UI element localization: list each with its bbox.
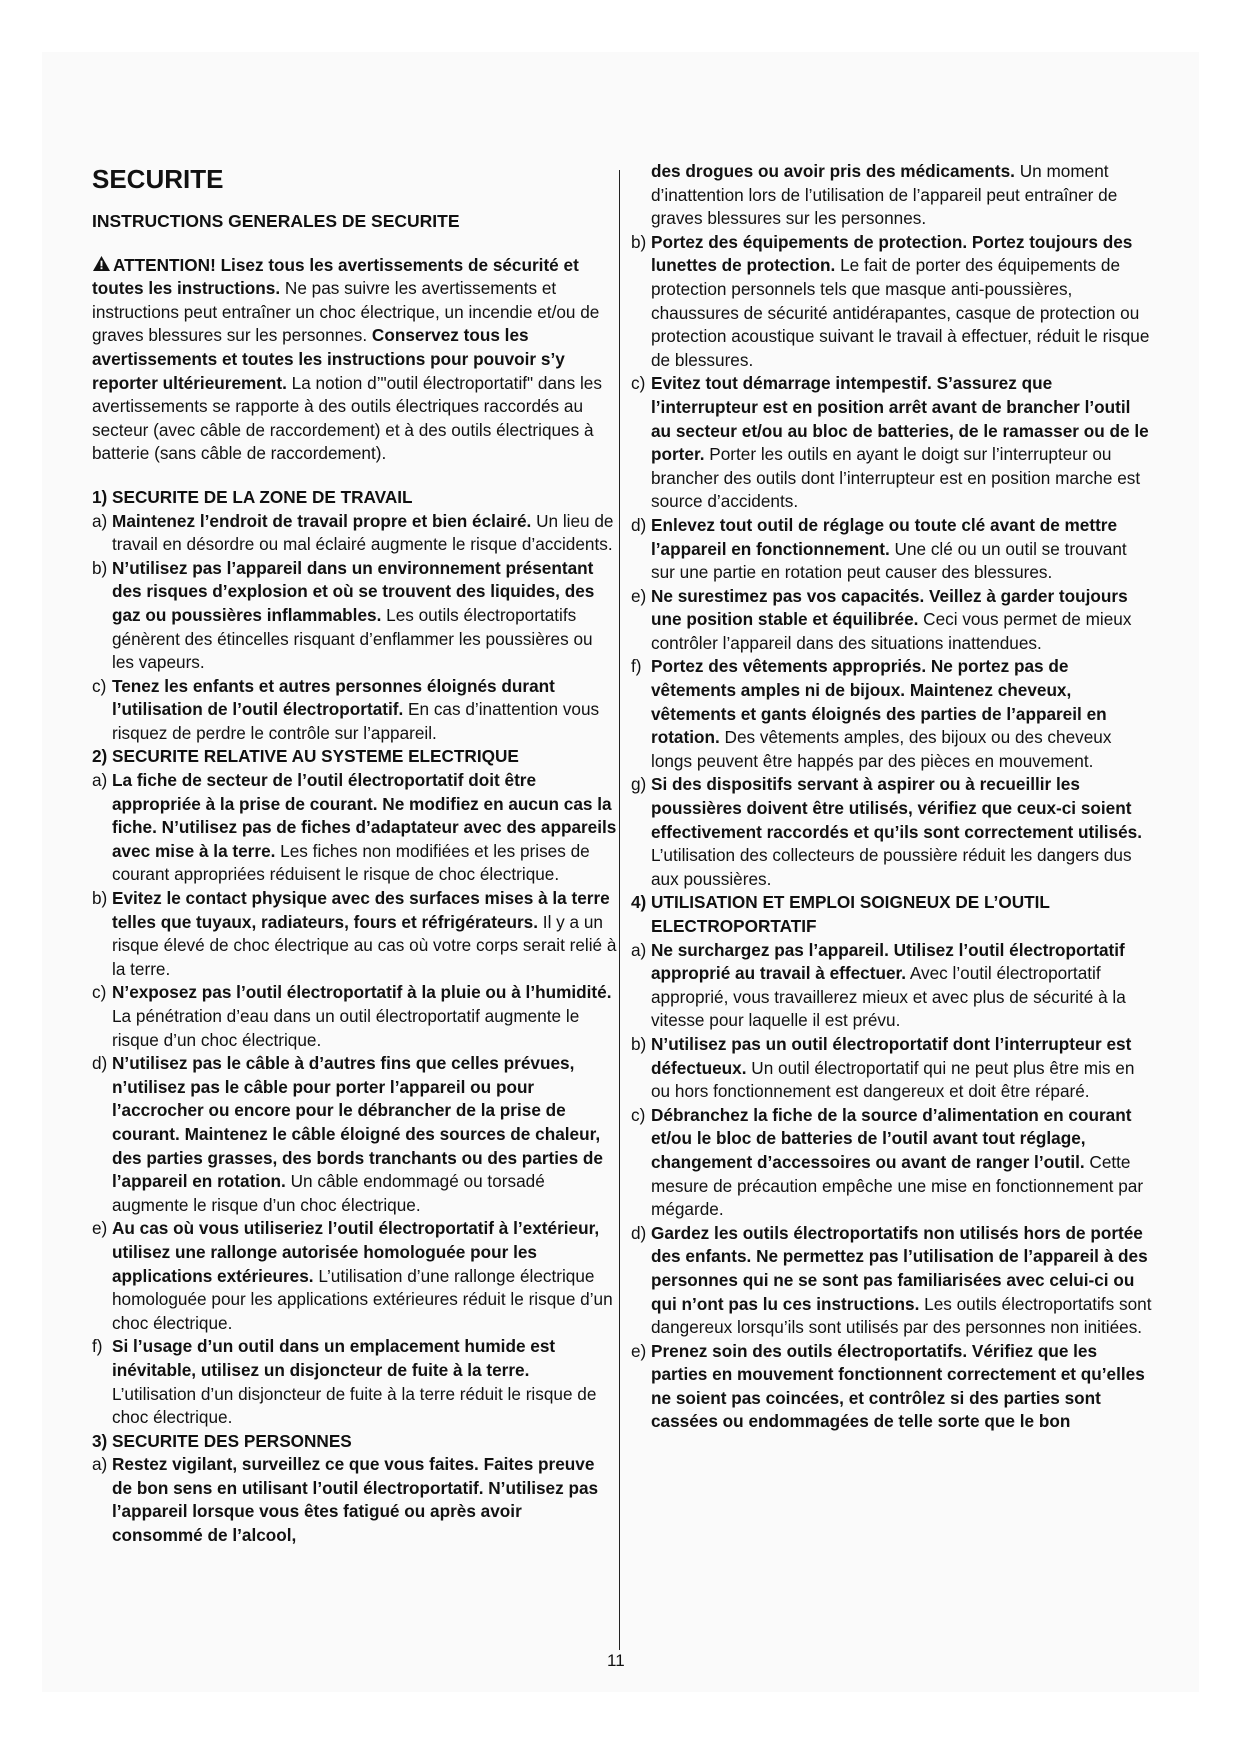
item-label: a) <box>92 510 108 531</box>
item-bold-text: Au cas où vous utiliseriez l’outil électroportatif à l’extérieur, utilisez une rallonge autorisée homologuée pour les applications extérieures. <box>112 1218 600 1286</box>
item-label: e) <box>631 1340 647 1361</box>
item-bold-text: La fiche de secteur de l’outil électroportatif doit être appropriée à la prise de courant. Ne modifiez en aucun cas la fiche. N’utilisez pas de fiches d’adaptateur avec des appareils avec mise à la terre. <box>112 770 617 861</box>
item-bold-text: N’utilisez pas le câble à d’autres fins que celles prévues, n’utilisez pas le câble pour porter l’appareil ou pour l’accrocher ou encore pour le débrancher de la prise de courant. Maintenez le câble éloigné des sources de chaleur, des parties grasses, des bords tranchants ou des parties de l’appareil en rotation. <box>112 1053 603 1192</box>
item-bold-text: Portez des vêtements appropriés. Ne portez pas de vêtements amples ni de bijoux. Maintenez cheveux, vêtements et gants éloignés des parties de l’appareil en rotation. <box>651 656 1107 748</box>
item-body-text: Cette mesure de précaution empêche une mise en fonctionnement par mégarde. <box>651 1151 1144 1220</box>
item-body-text: Un outil électroportatif qui ne peut plus être mis en ou hors fonctionnement est dangereux et doit être réparé. <box>651 1057 1135 1102</box>
section-4-list <box>631 939 1154 1434</box>
continued-text: Un moment d’inattention lors de l’utilisation de l’appareil peut entraîner de graves blessures sur les personnes. <box>651 161 1118 229</box>
section-heading-3: 3) SECURITE DES PERSONNES <box>92 1430 352 1451</box>
item-bold-text: Restez vigilant, surveillez ce que vous faites. Faites preuve de bon sens en utilisant l’outil électroportatif. N’utilisez pas l’appareil lorsque vous êtes fatigué ou après avoir consommé de l’alcool, <box>112 1454 599 1546</box>
list-item <box>631 1104 1154 1222</box>
list-item <box>631 655 1154 773</box>
list-item <box>631 1222 1154 1340</box>
list-item <box>92 1335 617 1429</box>
item-bold-text: Débranchez la fiche de la source d’alimentation en courant et/ou le bloc de batteries de l’outil avant tout réglage, changement d’accessoires ou avant de ranger l’outil. <box>651 1104 1132 1172</box>
section-heading-4 <box>631 891 1154 938</box>
item-label: f) <box>631 656 642 677</box>
list-item <box>92 1217 617 1335</box>
intro-text-1: Ne pas suivre les avertissements et instructions peut entraîner un choc électrique, un incendie et/ou de graves blessures sur les personnes. <box>92 278 600 346</box>
right-column <box>631 160 1154 1434</box>
section-3-list-left <box>92 1453 617 1547</box>
item-bold-text: Si l’usage d’un outil dans un emplacement humide est inévitable, utilisez un disjoncteur de fuite à la terre. <box>112 1336 556 1380</box>
item-bold-text: Ne surestimez pas vos capacités. Veillez à garder toujours une position stable et équilibrée. <box>651 585 1128 630</box>
left-column <box>92 160 617 1548</box>
section-2-list <box>92 769 617 1430</box>
item-label: c) <box>92 982 107 1003</box>
item-bold-text: Ne surchargez pas l’appareil. Utilisez l’outil électroportatif approprié au travail à effectuer. <box>651 939 1125 984</box>
item-label: b) <box>92 557 108 578</box>
list-item <box>92 769 617 887</box>
item-body-text: Le fait de porter des équipements de protection personnels tels que masque anti-poussières, chaussures de sécurité antidérapantes, casque de protection ou protection acoustique suivant le travail à effectuer, réduit le risque de blessures. <box>651 255 1150 370</box>
page-title: SECURITE <box>92 164 224 194</box>
continued-bold: des drogues ou avoir pris des médicaments. <box>651 161 1015 181</box>
intro-bold-1: ATTENTION! Lisez tous les avertissements de sécurité et toutes les instructions. <box>92 254 579 299</box>
item-label: a) <box>631 939 647 960</box>
item-bold-text: Prenez soin des outils électroportatifs. Vérifiez que les parties en mouvement fonctionnent correctement et qu’elles ne soient pas coincées, et contrôlez si des parties sont cassées ou endommagées de telle sorte que le bon <box>651 1340 1145 1432</box>
section-heading-1: 1) SECURITE DE LA ZONE DE TRAVAIL <box>92 486 413 507</box>
list-item <box>631 231 1154 373</box>
list-item <box>631 1340 1154 1434</box>
item-body-text: Des vêtements amples, des bijoux ou des cheveux longs peuvent être happés par des pièces en mouvement. <box>651 727 1112 771</box>
item-label: c) <box>631 1104 646 1125</box>
page-number: 11 <box>607 1651 625 1670</box>
item-body-text: En cas d’inattention vous risquez de perdre le contrôle sur l’appareil. <box>112 699 600 743</box>
intro-bold-2: Conservez tous les avertissements et toutes les instructions pour pouvoir s’y reporter ultérieurement. <box>92 325 565 393</box>
item-label: e) <box>631 585 647 606</box>
section-heading-4-text: 4) UTILISATION ET EMPLOI SOIGNEUX DE L’OUTIL ELECTROPORTATIF <box>631 892 1050 936</box>
item-body-text: L’utilisation d’une rallonge électrique homologuée pour les applications extérieures réduit le risque d’un choc électrique. <box>112 1265 613 1333</box>
warning-triangle-icon <box>92 255 111 272</box>
section-3-list-right <box>631 231 1154 892</box>
item-bold-text: N’utilisez pas un outil électroportatif dont l’interrupteur est défectueux. <box>651 1033 1132 1078</box>
item-label: d) <box>631 514 647 535</box>
item-label: b) <box>631 1033 647 1054</box>
list-item <box>92 1453 617 1547</box>
item-body-text: Les outils électroportatifs génèrent des étincelles risquant d’enflammer les poussières ou les vapeurs. <box>112 604 593 673</box>
item-bold-text: Maintenez l’endroit de travail propre et bien éclairé. <box>112 510 532 531</box>
continued-item <box>631 160 1154 231</box>
intro-text-2: La notion d’"outil électroportatif" dans les avertissements se rapporte à des outils électriques raccordés au secteur (avec câble de raccordement) et à des outils électriques à batterie (sans câble de raccordement). <box>92 372 602 464</box>
item-body-text: Il y a un risque élevé de choc électrique au cas où votre corps serait relié à la terre. <box>112 911 617 979</box>
item-bold-text: Portez des équipements de protection. Portez toujours des lunettes de protection. <box>651 231 1133 276</box>
list-item <box>631 773 1154 891</box>
item-body-text: Un câble endommagé ou torsadé augmente le risque d’un choc électrique. <box>112 1171 545 1215</box>
list-item <box>631 514 1154 585</box>
item-bold-text: N’exposez pas l’outil électroportatif à la pluie ou à l’humidité. <box>112 982 612 1003</box>
item-label: a) <box>92 770 108 791</box>
section-1-list <box>92 510 617 746</box>
list-item <box>92 1052 617 1217</box>
item-label: c) <box>631 373 646 394</box>
item-label: e) <box>92 1218 108 1239</box>
item-label: b) <box>631 231 647 252</box>
item-label: d) <box>631 1222 647 1243</box>
column-divider <box>619 170 620 1650</box>
list-item <box>631 939 1154 1033</box>
section-subtitle: INSTRUCTIONS GENERALES DE SECURITE <box>92 211 460 231</box>
item-bold-text: Evitez le contact physique avec des surfaces mises à la terre telles que tuyaux, radiateurs, fours et réfrigérateurs. <box>112 888 610 932</box>
item-label: b) <box>92 888 108 909</box>
item-bold-text: Tenez les enfants et autres personnes éloignés durant l’utilisation de l’outil électroportatif. <box>112 675 555 720</box>
item-body-text: Une clé ou un outil se trouvant sur une partie en rotation peut causer des blessures. <box>651 538 1127 583</box>
item-label: c) <box>92 675 107 696</box>
item-bold-text: Gardez les outils électroportatifs non utilisés hors de portée des enfants. Ne permettez pas l’utilisation de l’appareil à des personnes qui ne se sont pas familiarisées avec celui-ci ou qui n’ont pas lu ces instructions. <box>651 1222 1148 1314</box>
item-body-text: Les fiches non modifiées et les prises de courant appropriées réduisent le risque de choc électrique. <box>112 840 590 885</box>
list-item <box>631 585 1154 656</box>
item-label: f) <box>92 1336 103 1357</box>
intro-paragraph <box>92 254 617 466</box>
item-body-text: Les outils électroportatifs sont dangereux lorsqu’ils sont utilisés par des personnes non initiées. <box>651 1293 1152 1338</box>
list-item <box>92 887 617 981</box>
item-label: g) <box>631 774 647 795</box>
item-label: a) <box>92 1454 108 1475</box>
item-bold-text: N’utilisez pas l’appareil dans un environnement présentant des risques d’explosion et où se trouvent des liquides, des gaz ou poussières inflammables. <box>112 557 595 625</box>
list-item <box>92 510 617 557</box>
list-item <box>92 675 617 746</box>
item-body-text: Un lieu de travail en désordre ou mal éclairé augmente le risque d’accidents. <box>112 510 614 555</box>
list-item <box>92 557 617 675</box>
list-item <box>92 981 617 1052</box>
item-body-text: Porter les outils en ayant le doigt sur l’interrupteur ou brancher des outils dont l’interrupteur est en position marche est source d’accidents. <box>651 444 1141 512</box>
list-item <box>631 372 1154 514</box>
item-bold-text: Evitez tout démarrage intempestif. S’assurez que l’interrupteur est en position arrêt avant de brancher l’outil au secteur et/ou au bloc de batteries, de le ramasser ou de le porter. <box>651 373 1149 465</box>
item-bold-text: Enlevez tout outil de réglage ou toute clé avant de mettre l’appareil en fonctionnement. <box>651 514 1118 559</box>
item-label: d) <box>92 1053 108 1074</box>
item-body-text: Ceci vous permet de mieux contrôler l’appareil dans des situations inattendues. <box>651 609 1132 653</box>
item-body-text: L’utilisation d’un disjoncteur de fuite à la terre réduit le risque de choc électrique. <box>112 1383 597 1428</box>
item-body-text: La pénétration d’eau dans un outil électroportatif augmente le risque d’un choc électrique. <box>112 1006 580 1050</box>
section-heading-2: 2) SECURITE RELATIVE AU SYSTEME ELECTRIQUE <box>92 746 519 767</box>
list-item <box>631 1033 1154 1104</box>
item-body-text: L’utilisation des collecteurs de poussière réduit les dangers dus aux poussières. <box>651 845 1132 889</box>
item-bold-text: Si des dispositifs servant à aspirer ou à recueillir les poussières doivent être utilisés, vérifiez que ceux-ci soient effectivement raccordés et qu’ils sont correctement utilisés. <box>651 774 1142 842</box>
item-body-text: Avec l’outil électroportatif approprié, vous travaillerez mieux et avec plus de sécurité à la vitesse pour laquelle il est prévu. <box>651 963 1126 1031</box>
